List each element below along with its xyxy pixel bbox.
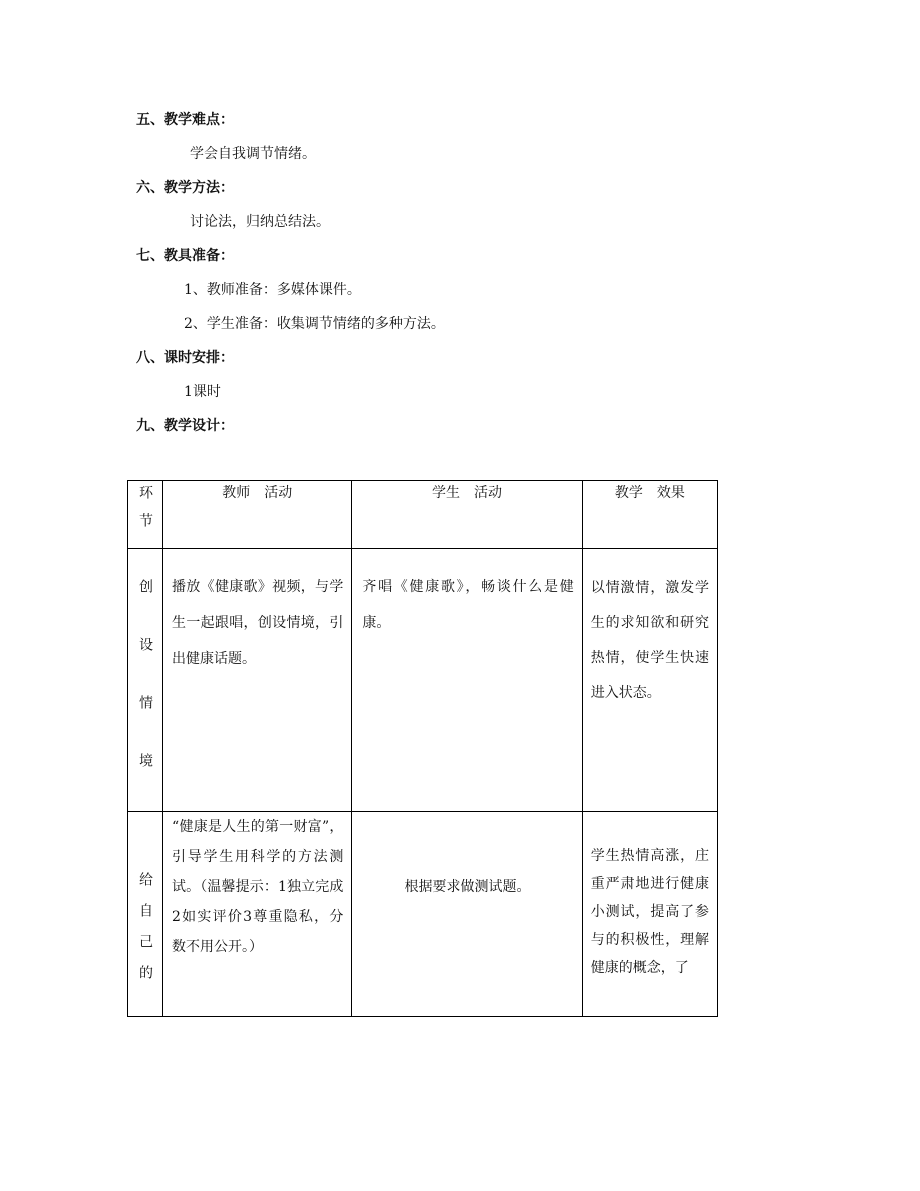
teaching-effect-cell [582, 549, 717, 812]
teaching-design-table [127, 480, 718, 1017]
header-student-activity: 学生 活动 [432, 485, 503, 501]
stage-cell [128, 549, 163, 812]
student-activity-text: 根据要求做测试题。 [404, 879, 531, 895]
materials-student-text: 2、学生准备：收集调节情绪的多种方法。 [184, 316, 445, 332]
student-activity-cell [352, 812, 582, 1017]
method-text: 讨论法，归纳总结法。 [190, 214, 330, 230]
header-student-cell [352, 481, 582, 549]
stage-label: 创设情境 [137, 579, 154, 811]
stage-label: 给自己的 [137, 872, 154, 996]
teaching-effect-text: 学生热情高涨，庄重严肃地进行健康小测试，提高了参与的积极性，理解健康的概念，了 [590, 848, 709, 976]
section-heading-design: 九、教学设计： [136, 418, 234, 434]
student-activity-cell [352, 549, 582, 812]
stage-cell [128, 812, 163, 1017]
header-stage-cell [128, 481, 163, 549]
materials-teacher-text: 1、教师准备：多媒体课件。 [184, 282, 361, 298]
table-header-row [128, 481, 718, 549]
header-teaching-effect: 教学 效果 [614, 485, 685, 501]
teacher-activity-text: “健康是人生的第一财富”，引导学生用科学的方法测试。（温馨提示：1独立完成2如实评价3尊重隐私，分数不用公开。） [172, 819, 344, 955]
teacher-activity-text: 播放《健康歌》视频，与学生一起跟唱，创设情境，引出健康话题。 [172, 579, 344, 667]
difficulty-text: 学会自我调节情绪。 [190, 146, 316, 162]
teacher-activity-cell [163, 549, 352, 812]
table-row [128, 812, 718, 1017]
header-teacher-cell [163, 481, 352, 549]
schedule-text: 1课时 [184, 384, 221, 400]
section-heading-schedule: 八、课时安排： [136, 350, 234, 366]
teaching-effect-text: 以情激情，激发学生的求知欲和研究热情，使学生快速进入状态。 [590, 580, 709, 701]
section-heading-materials: 七、教具准备： [136, 248, 234, 264]
student-activity-text: 齐唱《健康歌》，畅谈什么是健康。 [362, 579, 574, 631]
teaching-effect-cell [582, 812, 717, 1017]
table-row [128, 549, 718, 812]
header-effect-cell [582, 481, 717, 549]
header-stage: 环节 [137, 485, 154, 541]
section-heading-difficulty: 五、教学难点： [136, 112, 234, 128]
section-heading-method: 六、教学方法： [136, 180, 234, 196]
teacher-activity-cell [163, 812, 352, 1017]
header-teacher-activity: 教师 活动 [222, 485, 293, 501]
